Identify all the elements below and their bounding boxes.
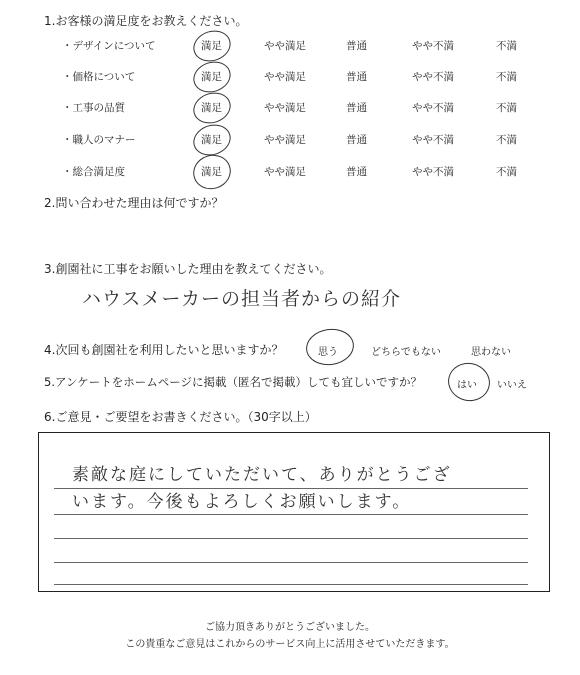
selection-circle [189, 150, 236, 194]
option-no[interactable]: 思わない [471, 347, 511, 358]
row-label: ・職人のマナー [62, 134, 136, 146]
choice-neutral[interactable]: 普通 [346, 71, 367, 83]
q6-title: 6.ご意見・ご要望をお書きください。（30字以上） [44, 410, 317, 424]
choice-somewhat-dissatisfied[interactable]: やや不満 [412, 166, 454, 178]
choice-somewhat-dissatisfied[interactable]: やや不満 [412, 134, 454, 146]
option-no[interactable]: いいえ [497, 380, 527, 391]
choice-neutral[interactable]: 普通 [346, 134, 367, 146]
choice-somewhat-dissatisfied[interactable]: やや不満 [412, 71, 454, 83]
choice-dissatisfied[interactable]: 不満 [496, 71, 517, 83]
q1-title: 1.お客様の満足度をお教えください。 [44, 14, 248, 28]
footer-thanks: ご協力頂きありがとうございました。 [205, 622, 375, 633]
choice-neutral[interactable]: 普通 [346, 102, 367, 114]
choice-neutral[interactable]: 普通 [346, 166, 367, 178]
rating-row-manners [0, 132, 580, 148]
choice-somewhat-satisfied[interactable]: やや満足 [264, 134, 306, 146]
choice-somewhat-satisfied[interactable]: やや満足 [264, 166, 306, 178]
q6-answer-line1: 素敵な庭にしていただいて、ありがとうござ [72, 465, 452, 485]
choice-satisfied[interactable]: 満足 [201, 134, 222, 146]
option-neutral[interactable]: どちらでもない [371, 347, 441, 358]
q6-answer-line2: います。今後もよろしくお願いします。 [72, 492, 412, 512]
choice-somewhat-satisfied[interactable]: やや満足 [264, 71, 306, 83]
choice-satisfied[interactable]: 満足 [201, 166, 222, 178]
rating-row-design [0, 38, 580, 54]
option-yes[interactable]: 思う [318, 347, 338, 358]
writing-line [54, 584, 528, 585]
option-yes[interactable]: はい [457, 380, 477, 391]
footer-note: この貴重なご意見はこれからのサービス向上に活用させていただきます。 [125, 639, 455, 650]
q3-answer[interactable]: ハウスメーカーの担当者からの紹介 [82, 288, 402, 310]
selection-circle [304, 326, 357, 368]
writing-line [54, 562, 528, 563]
comment-box[interactable] [38, 432, 550, 592]
choice-somewhat-dissatisfied[interactable]: やや不満 [412, 40, 454, 52]
q2-title: 2.問い合わせた理由は何ですか？ [44, 196, 224, 210]
selection-circle [189, 88, 234, 128]
choice-satisfied[interactable]: 満足 [201, 71, 222, 83]
choice-satisfied[interactable]: 満足 [201, 40, 222, 52]
choice-dissatisfied[interactable]: 不満 [496, 40, 517, 52]
q3-title: 3.創園社に工事をお願いした理由を教えてください。 [44, 262, 332, 276]
row-label: ・総合満足度 [62, 166, 125, 178]
choice-somewhat-satisfied[interactable]: やや満足 [264, 40, 306, 52]
writing-line [54, 514, 528, 515]
rating-row-price [0, 69, 580, 85]
choice-satisfied[interactable]: 満足 [201, 102, 222, 114]
rating-row-quality [0, 100, 580, 116]
q5-title: 5.アンケートをホームページに掲載（匿名で掲載）しても宜しいですか？ [44, 375, 423, 389]
choice-somewhat-dissatisfied[interactable]: やや不満 [412, 102, 454, 114]
row-label: ・工事の品質 [62, 102, 125, 114]
choice-dissatisfied[interactable]: 不満 [496, 166, 517, 178]
choice-somewhat-satisfied[interactable]: やや満足 [264, 102, 306, 114]
selection-circle [445, 359, 494, 405]
choice-dissatisfied[interactable]: 不満 [496, 134, 517, 146]
row-label: ・デザインについて [62, 40, 156, 52]
selection-circle [189, 57, 234, 97]
choice-neutral[interactable]: 普通 [346, 40, 367, 52]
q4-title: 4.次回も創園社を利用したいと思いますか？ [44, 343, 284, 357]
rating-row-overall [0, 164, 580, 180]
selection-circle [189, 26, 234, 66]
choice-dissatisfied[interactable]: 不満 [496, 102, 517, 114]
writing-line [54, 538, 528, 539]
row-label: ・価格について [62, 71, 136, 83]
